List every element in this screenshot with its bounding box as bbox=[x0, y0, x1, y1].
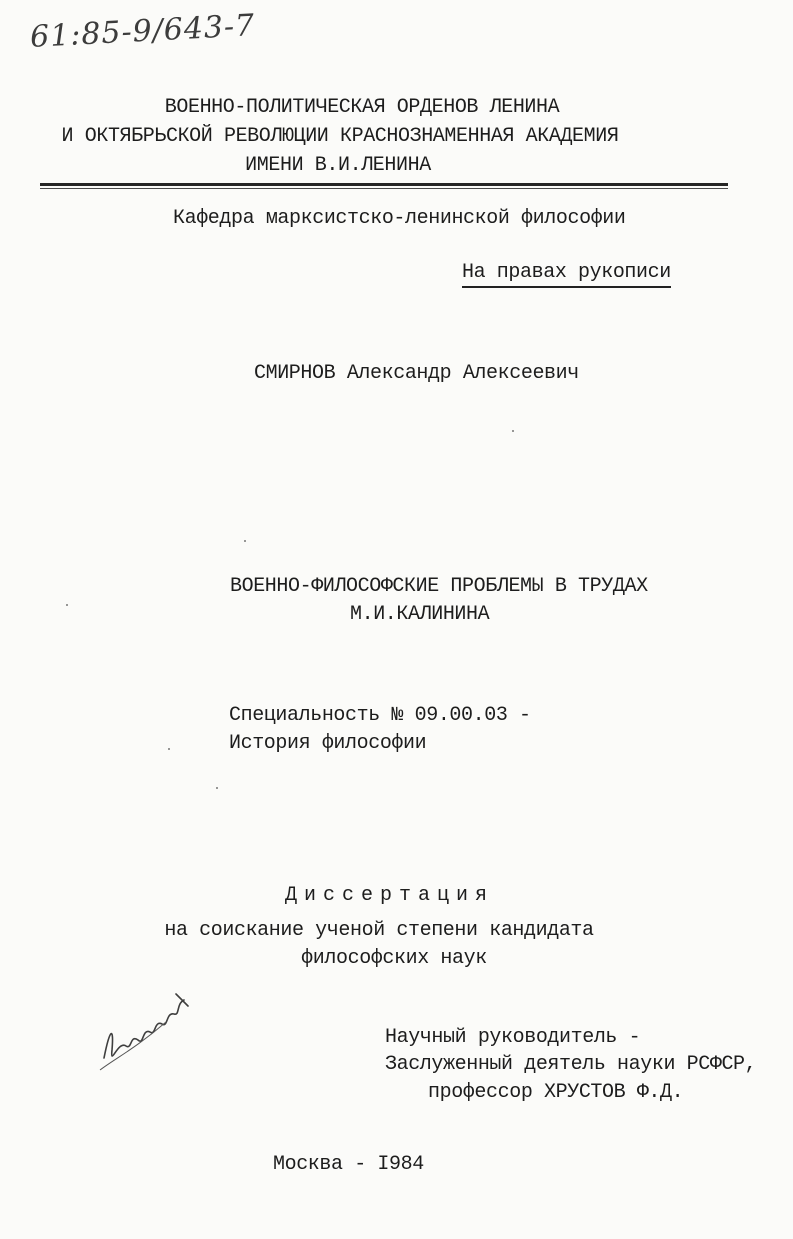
header-divider-thin bbox=[40, 188, 728, 189]
institution-line-1: ВОЕННО-ПОЛИТИЧЕСКАЯ ОРДЕНОВ ЛЕНИНА bbox=[164, 96, 560, 119]
manuscript-rights bbox=[462, 261, 671, 285]
paper-speck bbox=[512, 430, 514, 432]
paper-speck bbox=[216, 787, 218, 789]
header-divider bbox=[40, 183, 728, 186]
supervisor-line-3: профессор ХРУСТОВ Ф.Д. bbox=[428, 1081, 684, 1104]
paper-speck bbox=[66, 604, 68, 606]
paper-speck bbox=[168, 748, 170, 750]
institution-line-3: ИМЕНИ В.И.ЛЕНИНА bbox=[245, 154, 431, 177]
supervisor-line-2: Заслуженный деятель науки РСФСР, bbox=[385, 1053, 757, 1076]
handwritten-signature bbox=[96, 988, 206, 1078]
title-line-1: ВОЕННО-ФИЛОСОФСКИЕ ПРОБЛЕМЫ В ТРУДАХ bbox=[230, 575, 648, 598]
archive-number-handwritten: 61:85-9/643-7 bbox=[29, 8, 257, 55]
specialty-line-2: История философии bbox=[229, 732, 427, 755]
document-type-heading: Диссертация bbox=[285, 884, 495, 907]
place-and-year: Москва - I984 bbox=[273, 1153, 424, 1176]
document-type-line-1: на соискание ученой степени кандидата bbox=[164, 919, 594, 942]
document-type-line-2: философских наук bbox=[301, 947, 487, 970]
specialty-line-1: Специальность № 09.00.03 - bbox=[229, 704, 531, 727]
manuscript-rights-label: На правах рукописи bbox=[462, 261, 671, 288]
department: Кафедра марксистско-ленинской философии bbox=[173, 207, 626, 230]
title-line-2: М.И.КАЛИНИНА bbox=[350, 603, 490, 626]
paper-speck bbox=[244, 540, 246, 542]
supervisor-line-1: Научный руководитель - bbox=[385, 1026, 641, 1049]
institution-line-2: И ОКТЯБРЬСКОЙ РЕВОЛЮЦИИ КРАСНОЗНАМЕННАЯ АКАДЕМИЯ bbox=[61, 125, 619, 148]
author-name: СМИРНОВ Александр Алексеевич bbox=[254, 362, 579, 385]
